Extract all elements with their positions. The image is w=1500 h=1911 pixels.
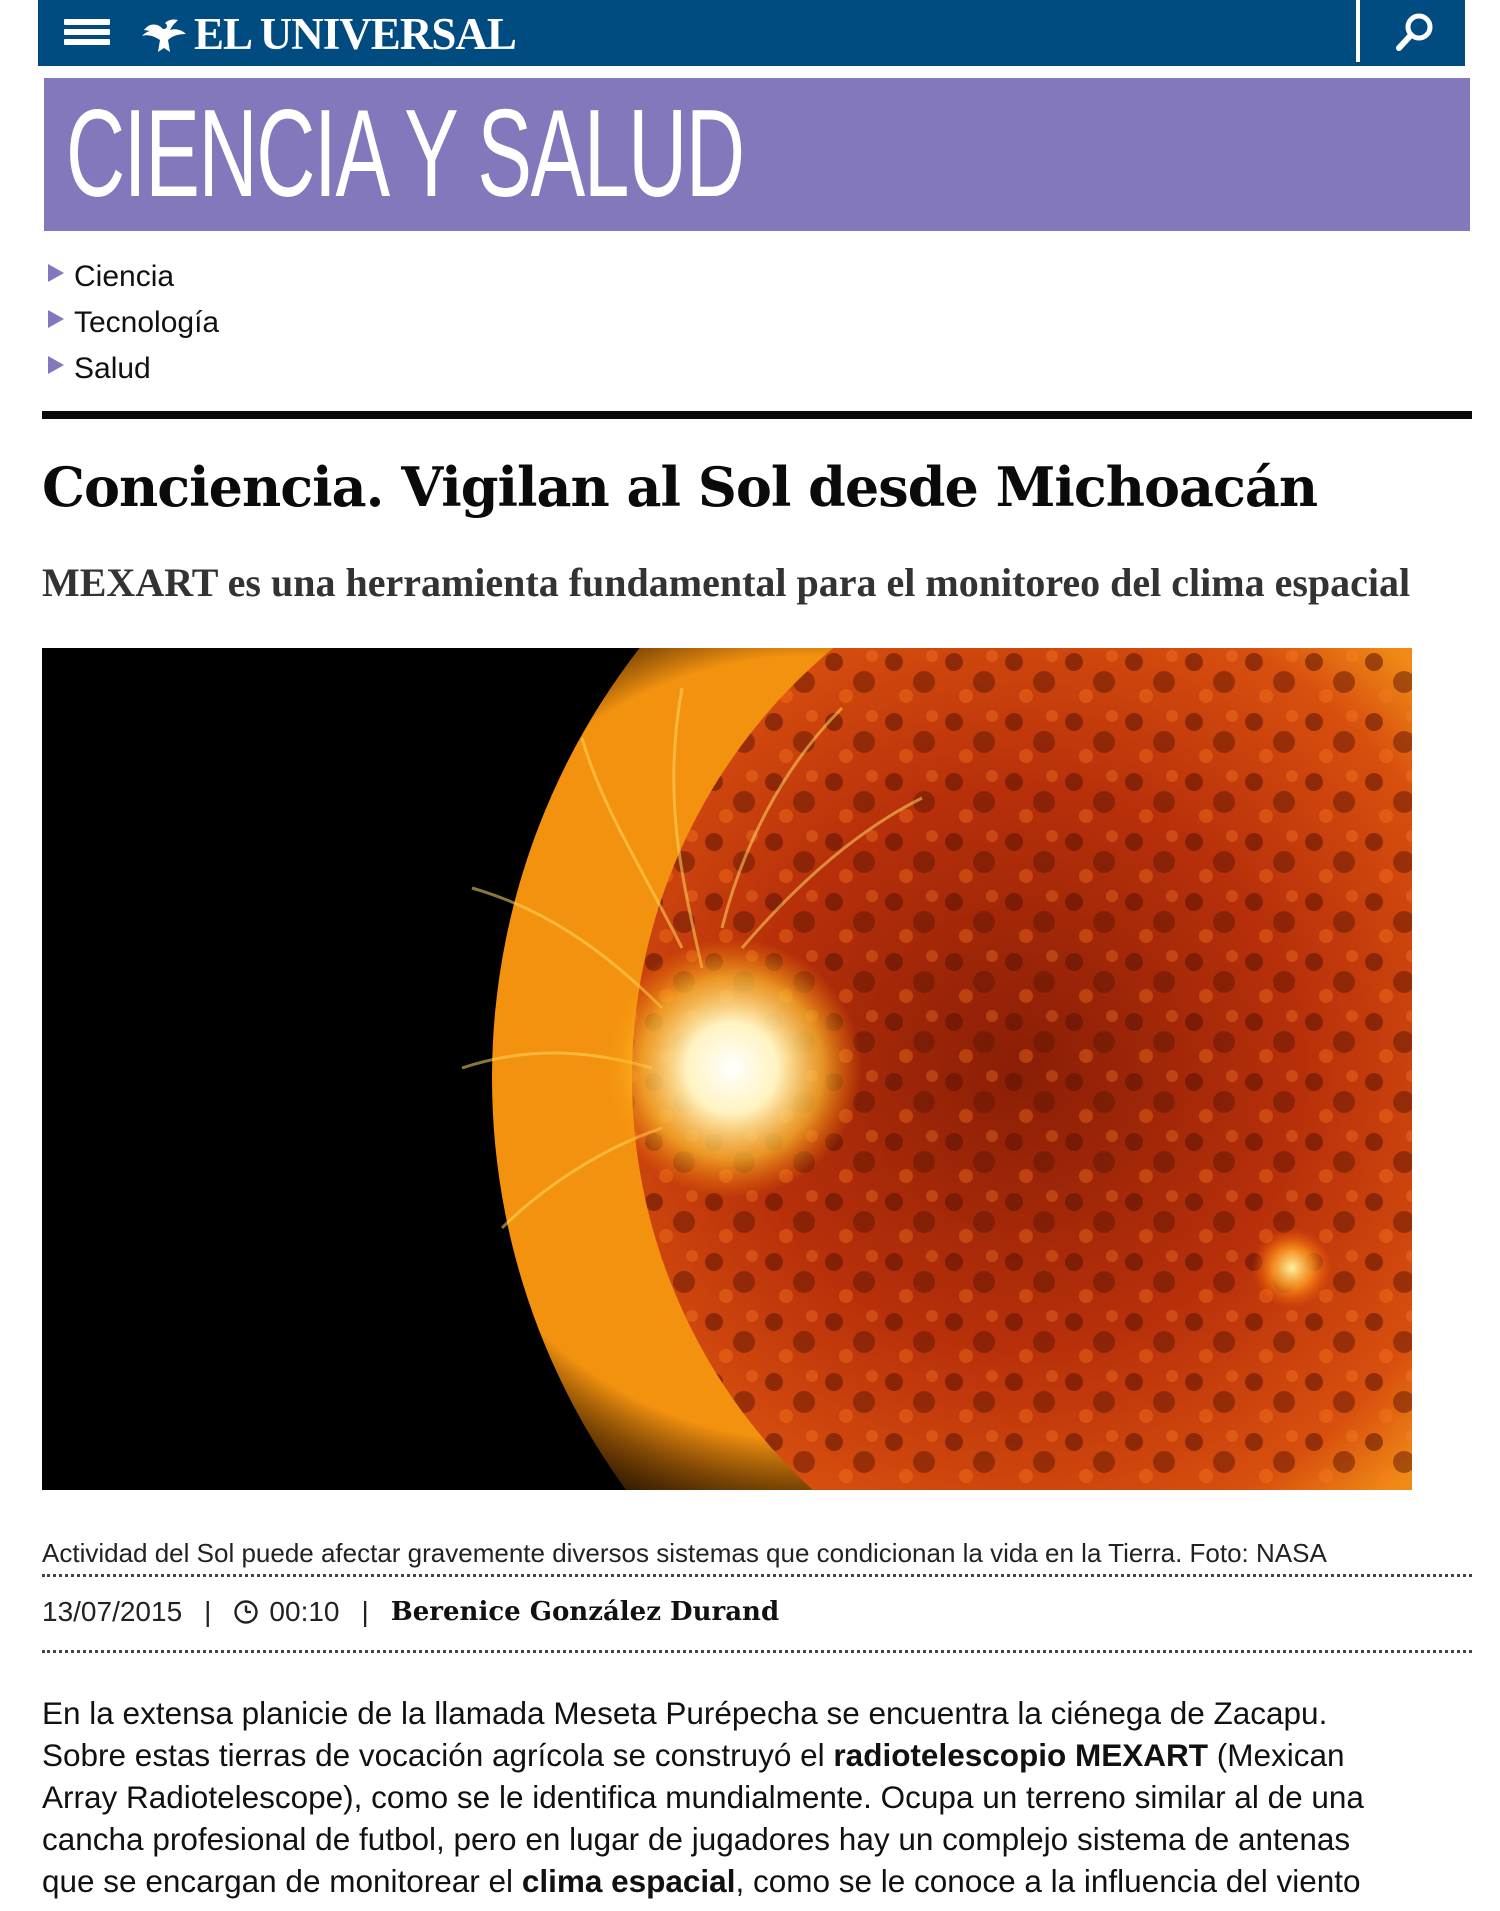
- body-line: Sobre estas tierras de vocación agrícola se construyó el radiotelescopio MEXART (Mexican: [42, 1737, 1345, 1773]
- dotted-divider: [42, 1650, 1472, 1653]
- section-divider: [42, 411, 1472, 419]
- subsection-nav: [48, 254, 219, 392]
- search-button[interactable]: [1390, 8, 1440, 58]
- mexart-link[interactable]: radiotelescopio MEXART: [833, 1737, 1208, 1773]
- subnav-item-tecnologia[interactable]: [48, 300, 219, 346]
- top-bar: [38, 0, 1465, 66]
- triangle-right-icon: [48, 356, 64, 374]
- dotted-divider: [42, 1574, 1472, 1577]
- subnav-label: Salud: [74, 352, 151, 385]
- article-body: [42, 1692, 1472, 1902]
- header-divider: [1356, 0, 1360, 62]
- body-line: que se encargan de monitorear el clima espacial, como se le conoce a la influencia del viento: [42, 1863, 1361, 1899]
- clock-icon: [233, 1599, 259, 1625]
- subnav-label: Ciencia: [74, 260, 175, 293]
- body-line: cancha profesional de futbol, pero en lugar de jugadores hay un complejo sistema de antenas: [42, 1821, 1351, 1857]
- article-meta: [42, 1590, 779, 1634]
- body-line: En la extensa planicie de la llamada Meseta Purépecha se encuentra la ciénega de Zacapu.: [42, 1695, 1328, 1731]
- sun-photo: [42, 648, 1412, 1490]
- search-icon: [1390, 8, 1440, 58]
- brand-logo[interactable]: [140, 6, 516, 62]
- clima-espacial-link[interactable]: clima espacial: [521, 1863, 736, 1899]
- hamburger-menu-icon: [64, 19, 110, 25]
- body-line: Array Radiotelescope), como se le identifica mundialmente. Ocupa un terreno similar al de una: [42, 1779, 1364, 1815]
- section-title: CIENCIA Y SALUD: [66, 85, 744, 223]
- triangle-right-icon: [48, 310, 64, 328]
- subnav-item-salud[interactable]: [48, 346, 219, 392]
- article-lead-image[interactable]: [42, 648, 1412, 1490]
- eagle-logo-icon: [140, 12, 188, 56]
- hamburger-menu-button[interactable]: [64, 14, 114, 50]
- section-banner[interactable]: [44, 78, 1470, 231]
- author-name[interactable]: Berenice González Durand: [390, 1597, 780, 1627]
- article-subheadline: MEXART es una herramienta fundamental para el monitoreo del clima espacial: [42, 560, 1411, 605]
- image-caption: Actividad del Sol puede afectar gravemente diversos sistemas que condicionan la vida en la Tierra. Foto: NASA: [42, 1538, 1327, 1568]
- subnav-item-ciencia[interactable]: [48, 254, 219, 300]
- triangle-right-icon: [48, 264, 64, 282]
- publish-time: 00:10: [269, 1596, 340, 1627]
- brand-name: EL UNIVERSAL: [194, 9, 516, 59]
- article-headline: Conciencia. Vigilan al Sol desde Michoacán: [42, 455, 1318, 519]
- meta-separator: |: [204, 1596, 212, 1627]
- subnav-label: Tecnología: [74, 306, 220, 339]
- meta-separator: |: [361, 1596, 369, 1627]
- publish-date: 13/07/2015: [42, 1596, 183, 1627]
